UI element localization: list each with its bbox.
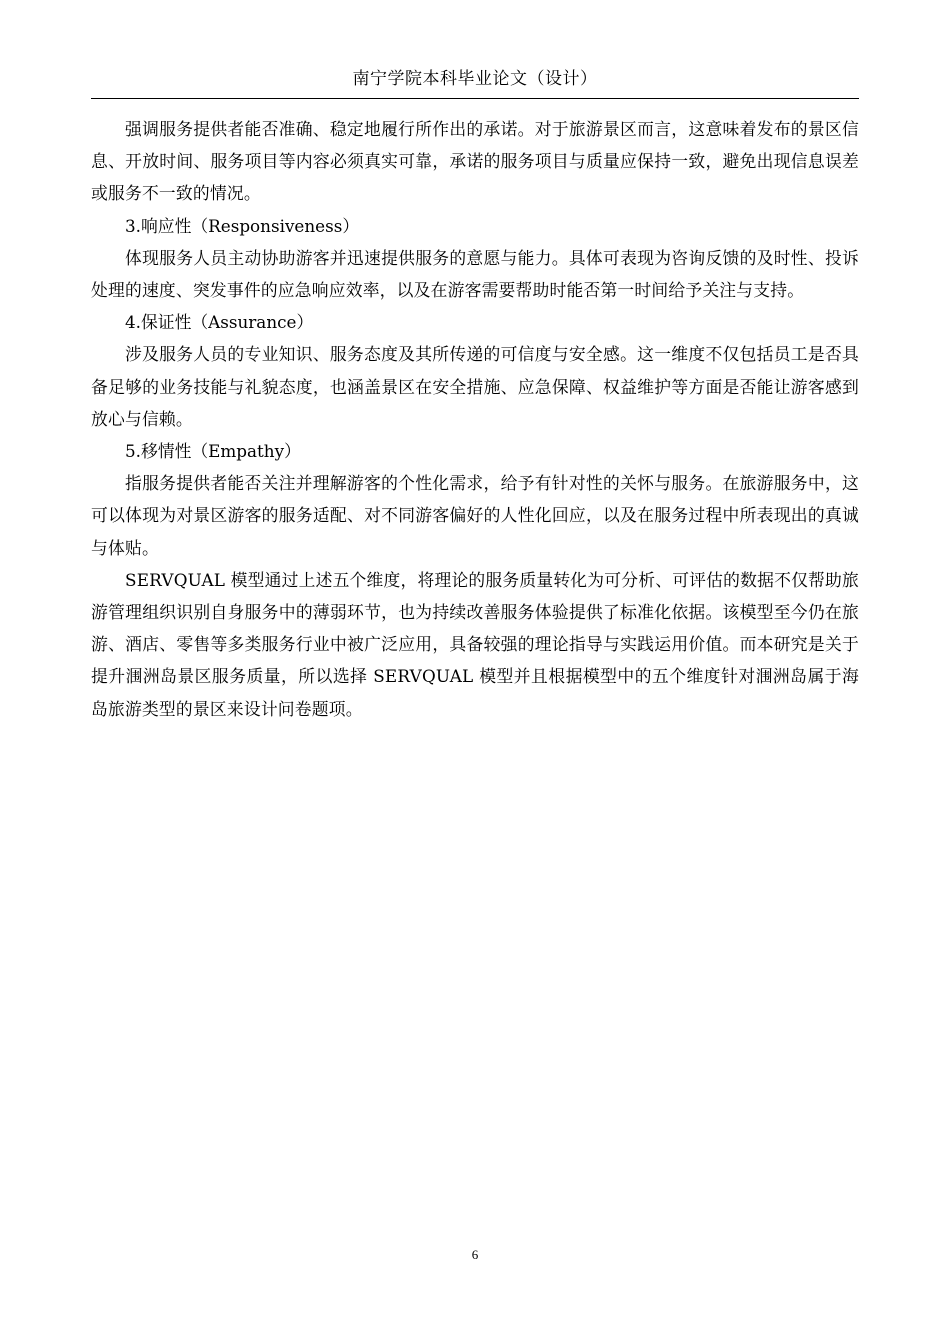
paragraph-empathy: 指服务提供者能否关注并理解游客的个性化需求，给予有针对性的关怀与服务。在旅游服务中，这可以体现为对景区游客的服务适配、对不同游客偏好的人性化回应，以及在服务过程中所表现出的真诚与体贴。 [91,473,859,558]
paragraph-responsiveness: 体现服务人员主动协助游客并迅速提供服务的意愿与能力。具体可表现为咨询反馈的及时性、投诉处理的速度、突发事件的应急响应效率，以及在游客需要帮助时能否第一时间给予关注与支持。 [91,247,859,301]
paragraph-reliability: 强调服务提供者能否准确、稳定地履行所作出的承诺。对于旅游景区而言，这意味着发布的景区信息、开放时间、服务项目等内容必须真实可靠，承诺的服务项目与质量应保持一致，避免出现信息误差或服务不一致的情况。 [91,119,859,204]
body-text [91,113,859,725]
page-number: 6 [471,1247,479,1262]
section-heading-empathy: 5.移情性（Empathy） [125,441,301,462]
page-header-title: 南宁学院本科毕业论文（设计） [352,69,598,89]
paragraph-assurance: 涉及服务人员的专业知识、服务态度及其所传递的可信度与安全感。这一维度不仅包括员工是否具备足够的业务技能与礼貌态度，也涵盖景区在安全措施、应急保障、权益维护等方面是否能让游客感到放心与信赖。 [91,344,859,429]
section-heading-responsiveness: 3.响应性（Responsiveness） [125,215,360,236]
page-header [91,62,859,99]
section-heading-assurance: 4.保证性（Assurance） [125,312,314,333]
paragraph-summary: SERVQUAL 模型通过上述五个维度，将理论的服务质量转化为可分析、可评估的数据不仅帮助旅游管理组织识别自身服务中的薄弱环节，也为持续改善服务体验提供了标准化依据。该模型至今仍在旅游、酒店、零售等多类服务行业中被广泛应用，具备较强的理论指导与实践运用价值。而本研究是关于提升涠洲岛景区服务质量，所以选择 SERVQUAL 模型并且根据模型中的五个维度针对涠洲岛属于海岛旅游类型的景区来设计问卷题项。 [91,569,859,719]
